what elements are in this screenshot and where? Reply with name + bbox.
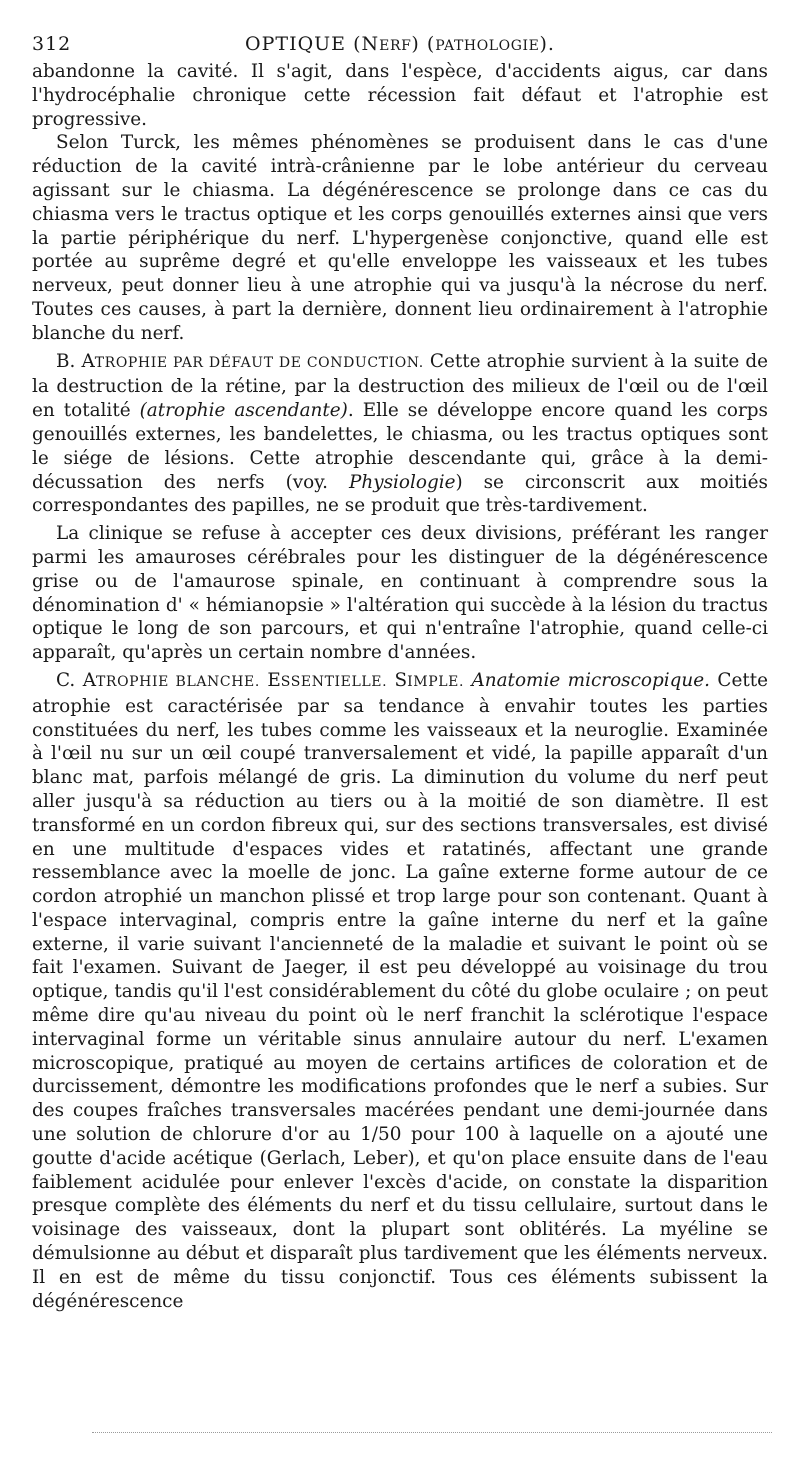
section-b-text-a: Cette atrophie survient à la suite de la destruction de la rétine, par la destruction des milieux de l'œil ou de l'œil en totalité <box>32 350 768 422</box>
section-c-heading-essentielle: SSENTIELLE. <box>280 673 388 690</box>
section-b-text-c: ) se circonscrit aux moitiés correspondantes des papilles, ne se produit que très-tardivement. <box>32 471 768 517</box>
running-title-section: PATHOLOGIE <box>435 38 540 54</box>
section-b-text-b: . Elle se développe encore quand les corps genouillés externes, les bandelettes, le chiasma, ou les tractus optiques sont le siége de lésions. Cette atrophie descendante qui, grâce à la demi-décussation des nerfs (voy. <box>32 400 768 493</box>
section-c-heading-blanche: TROPHIE BLANCHE. <box>95 673 260 690</box>
bottom-rule <box>92 1432 772 1433</box>
running-title-mid: ) ( <box>411 33 436 55</box>
running-title-nerf: ERF <box>379 38 412 54</box>
section-c-text: Cette atrophie est caractérisée par sa tendance à envahir toutes les parties constituées du nerf, les tubes comme les vaisseaux et la neuroglie. Examinée à l'œil nu sur un œil coupé tranversalement et vidé, la papille apparaît d'un blanc mat, parfois mélangé de gris. La diminution du volume du nerf peut aller jusqu'à sa réduction au tiers ou à la moitié de son diamètre. Il est transformé en un cordon fibreux qui, sur des sections transversales, est divisé en une multitude d'espaces vides et ratatinés, affectant une grande ressemblance avec la moelle de jonc. La gaîne externe forme autour de ce cordon atrophié un manchon plissé et trop large pour son contenant. Quant à l'espace intervaginal, compris entre la gaîne interne du nerf et la gaîne externe, il varie suivant l'ancienneté de la maladie et suivant le point où se fait l'examen. Suivant de Jaeger, il est peu développé au voisinage du trou optique, tandis qu'il l'est considérablement du côté du globe oculaire ; on peut même dire qu'au niveau du point où le nerf franchit la sclérotique l'espace intervaginal forme un véritable sinus annulaire autour du nerf. L'examen microscopique, pratiqué au moyen de certains artifices de coloration et de durcissement, démontre les modifications profondes que le nerf a subies. Sur des coupes fraîches transversales macérées pendant une demi-journée dans une solution de chlorure d'or au 1/50 pour 100 à laquelle on a ajouté une goutte d'acide acétique (Gerlach, Leber), et qu'on place ensuite dans de l'eau faiblement acidulée pour enlever l'excès d'acide, on constate la disparition presque complète des éléments du nerf et du tissu cellulaire, surtout dans le voisinage des vaisseaux, dont la plupart sont oblitérés. La myéline se démulsionne au début et disparaît plus tardivement que les éléments nerveux. Il en est de même du tissu conjonctif. Tous ces éléments subissent la dégénérescence <box>32 669 769 1312</box>
section-c-lead: C. A <box>56 669 96 691</box>
paragraph-continuation: abandonne la cavité. Il s'agit, dans l'espèce, d'accidents aigus, car dans l'hydrocéphalie chronique cette récession fait défaut et l'atrophie est progressive. <box>32 61 768 130</box>
section-c-italic-anatomie: Anatomie microscopique. <box>464 669 710 691</box>
book-page <box>32 28 768 1313</box>
running-title-nerf-initial: N <box>361 33 380 55</box>
running-head <box>32 28 768 60</box>
running-title-main: OPTIQUE ( <box>245 33 362 55</box>
paragraph-turck: Selon Turck, les mêmes phénomènes se produisent dans le cas d'une réduction de la cavité intrà-crânienne par le lobe antérieur du cerveau agissant sur le chiasma. La dégénérescence se prolonge dans ce cas du chiasma vers le tractus optique et les corps genouillés externes ainsi que vers la partie périphérique du nerf. L'hypergenèse conjonctive, quand elle est portée au suprême degré et qu'elle enveloppe les vaisseaux et les tubes nerveux, peut donner lieu à une atrophie qui va jusqu'à la nécrose du nerf. Toutes ces causes, à part la dernière, donnent lieu ordinairement à l'atrophie blanche du nerf. <box>32 132 768 344</box>
section-c-mid-2: S <box>387 669 408 691</box>
running-title-end: ). <box>539 33 555 55</box>
section-c-heading-simple: IMPLE. <box>407 673 465 690</box>
section-c-atrophie-blanche <box>32 669 768 1314</box>
running-title <box>32 28 768 62</box>
paragraph-clinique: La clinique se refuse à accepter ces deux divisions, préférant les ranger parmi les amauroses cérébrales pour les distinguer de la dégénérescence grise ou de l'amaurose spinale, en continuant à comprendre sous la dénomination d' « hémianopsie » l'altération qui succède à la lésion du tractus optique le long de son parcours, et qui n'entraîne l'atrophie, quand celle-ci apparaît, qu'après un certain nombre d'années. <box>32 523 768 664</box>
section-b-heading: TROPHIE PAR DÉFAUT DE CONDUCTION. <box>94 354 424 371</box>
section-c-mid-1: E <box>259 669 281 691</box>
section-b-italic-physiologie: Physiologie <box>348 471 456 493</box>
section-b-atrophie-par-defaut <box>32 350 768 519</box>
section-b-lead: B. A <box>56 350 95 372</box>
page-number: 312 <box>32 33 72 55</box>
section-b-italic-ascendante: (atrophie ascendante) <box>139 400 348 422</box>
